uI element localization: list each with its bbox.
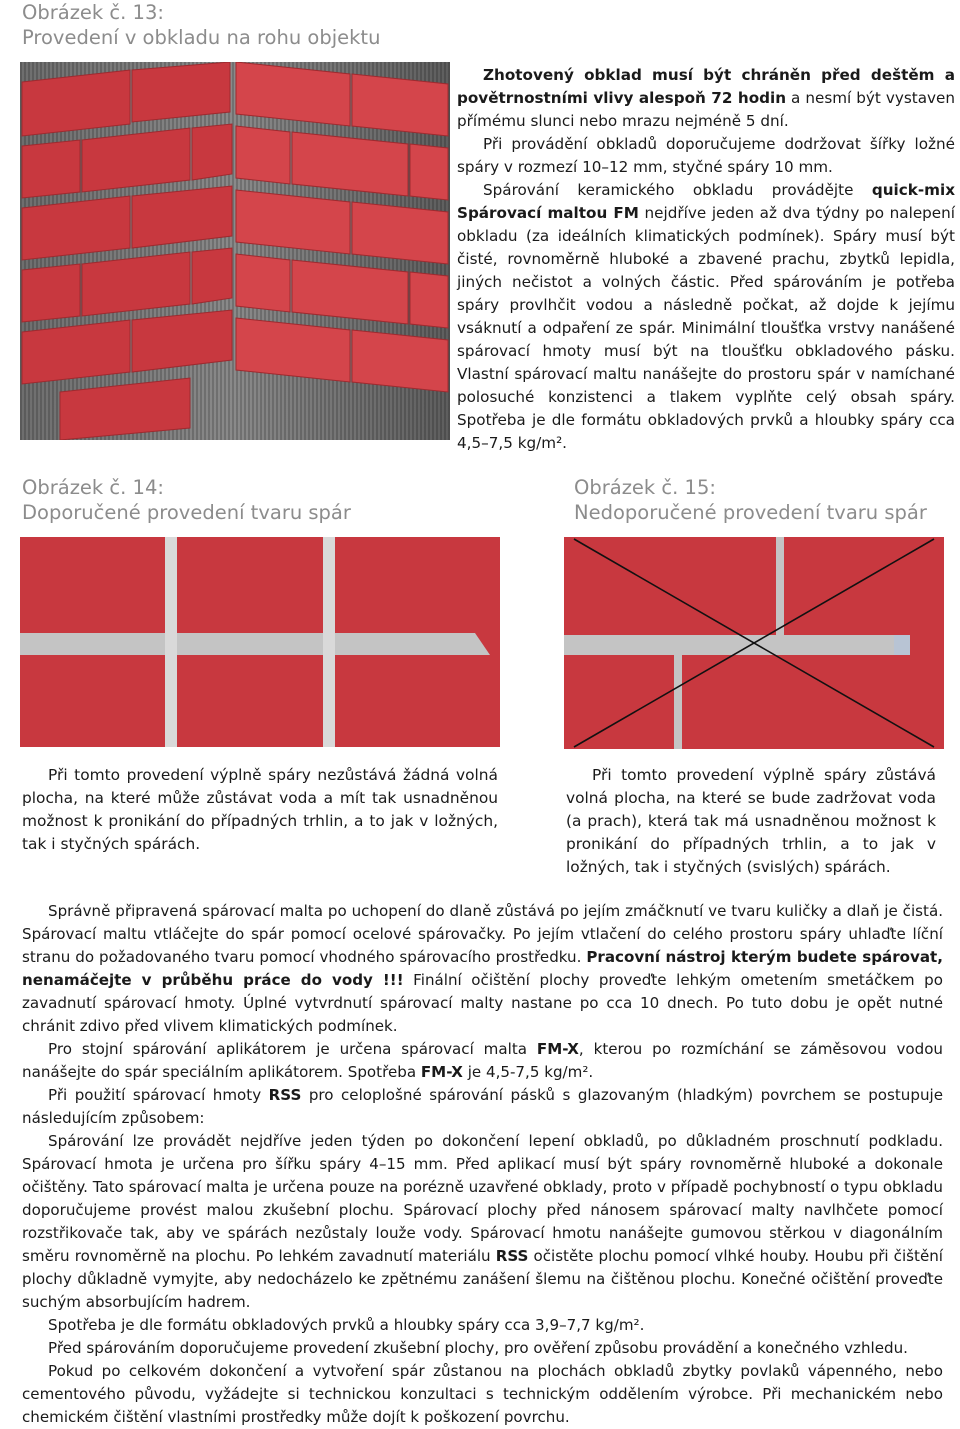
figure-14-title: Doporučené provedení tvaru spár bbox=[22, 501, 351, 524]
figure-13-caption bbox=[22, 0, 380, 50]
figure-13-image bbox=[20, 62, 450, 440]
tool-warning: Pracovní nástroj kterým budete spárovat, nenamáčejte v průběhu práce do vody !!! bbox=[22, 948, 943, 989]
protection-paragraph: Zhotovený obklad musí být chráněn před deštěm a povětrnostními vlivy alespoň 72 hodin a nesmí být vystaven přímému slunci nebo mrazu nejméně 5 dní. bbox=[457, 66, 955, 130]
figure-15-image bbox=[564, 537, 944, 749]
figure-15-description: Při tomto provedení výplně spáry zůstává volná plocha, na které se bude zadržovat voda (a prach), která tak má usnadněnou možnost k pronikání do případných trhlin, a to jak v ložných, tak i styčných (svislých) spárách. bbox=[566, 766, 936, 876]
fmx-paragraph: Pro stojní spárování aplikátorem je určena spárovací malta FM-X, kterou po rozmíchání se záměsovou vodou nanášejte do spár speciálním aplikátorem. Spotřeba FM-X je 4,5-7,5 kg/m². bbox=[22, 1040, 943, 1081]
test-area-paragraph: Před spárováním doporučujeme provedení zkušební plochy, pro ověření způsobu provádění a konečného vzhledu. bbox=[48, 1339, 908, 1357]
figure-13-title: Provedení v obkladu na rohu objektu bbox=[22, 26, 381, 49]
joint-width-paragraph: Při provádění obkladů doporučujeme dodržovat šířky ložné spáry v rozmezí 10–12 mm, styčné spáry 10 mm. bbox=[457, 135, 955, 176]
rss-intro-paragraph: Při použití spárovací hmoty RSS pro celoplošné spárování pásků s glazovaným (hladkým) povrchem se postupuje následujícím způsobem: bbox=[22, 1086, 943, 1127]
figure-15-caption bbox=[574, 475, 927, 525]
figure-14-description: Při tomto provedení výplně spáry nezůstává žádná volná plocha, na které může zůstávat voda a mít tak usnadněnou možnost k pronikání do případných trhlin, a to jak v ložných, tak i styčných spárách. bbox=[22, 766, 498, 853]
mortar-preparation-paragraph: Správně připravená spárovací malta po uchopení do dlaně zůstává po jejím zmáčknutí ve tvaru kuličky a dlaň je čistá. Spárovací maltu vtláčejte do spár pomocí ocelové spárovačky. Po jejím vtlačení do celého prostoru spáry uhlaďte líční stranu do požadovaného tvaru pomocí vhodného spárovacího prostředku. Pracovní nástroj kterým budete spárovat, nenamáčejte v průběhu práce do vody !!! Finální očištění plochy proveďte lehkým ometením smetáčkem po zavadnutí spárovací hmoty. Úplné vytvrdnutí spárovací malty nastane po cca 10 dnech. Po tuto dobu je opět nutné chránit zdivo před vlivem klimatických podmínek. bbox=[22, 902, 943, 1035]
figure-14-caption bbox=[22, 475, 351, 525]
protection-bold: Zhotovený obklad musí být chráněn před deštěm a povětrnostními vlivy alespoň 72 hodin bbox=[457, 66, 955, 107]
figure-15-label: Obrázek č. 15: bbox=[574, 476, 716, 499]
figure-14-image bbox=[20, 537, 500, 747]
rss-procedure-paragraph: Spárování lze provádět nejdříve jeden týden po dokončení lepení obkladů, po důkladném proschnutí podkladu. Spárovací hmota je určena pro šířku spáry 4–15 mm. Před aplikací musí být spáry rovnoměrně hluboké a dokonale očištěny. Tato spárovací malta je určena pouze na porézně uzavřené obklady, proto v případě pochybností o typu obkladu doporučujeme provést malou zkušební plochu. Spárovací plochy před nánosem spárovací malty navlhčete pomocí rozstřikovače tak, aby ve spárách nezůstaly louže vody. Spárovací hmotu nanášejte gumovou stěrkou v diagonálním směru rovnoměrně na plochu. Po lehkém zavadnutí materiálu RSS očistěte plochu pomocí vlhké houby. Houbu při čištění plochy důkladně vymyjte, aby nedocházelo ke zpětnému zanášení šlemu na čištěnou plochu. Konečné očištění proveďte suchým absorbujícím hadrem. bbox=[22, 1132, 943, 1311]
grouting-paragraph: Spárování keramického obkladu provádějte quick-mix Spárovací maltou FM nejdříve jeden až dva týdny po nalepení obkladu (za ideálních klimatických podmínek). Spáry musí být čisté, rovnoměrně hluboké a zbavené prachu, zbytků lepidla, jiných nečistot a volných částic. Před spárováním je potřeba spáry provlhčit vodou a následně počkat, až dojde k jejímu vsáknutí a odpaření ze spár. Minimální tloušťka vrstvy nanášené spárovací hmoty musí být na tloušťku obkladového pásku. Vlastní spárovací maltu nanášejte do prostoru spár v namíchané polosuché konzistenci a tlakem vyplňte celý obsah spáry. Spotřeba je dle formátu obkladových prvků a hloubky spáry cca 4,5–7,5 kg/m². bbox=[457, 181, 955, 452]
figure-14-label: Obrázek č. 14: bbox=[22, 476, 164, 499]
final-cleaning-paragraph: Pokud po celkovém dokončení a vytvoření spár zůstanou na plochách obkladů zbytky povlaků vápenného, nebo cementového původu, vyžádejte si technickou konzultaci s technickým oddělením výrobce. Při mechanickém nebo chemickém čištění vlastními prostředky může dojít k poškození povrchu. bbox=[22, 1362, 943, 1426]
consumption-paragraph: Spotřeba je dle formátu obkladových prvků a hloubky spáry cca 3,9–7,7 kg/m². bbox=[48, 1316, 645, 1334]
main-body-text bbox=[22, 900, 943, 1429]
figure-15-title: Nedoporučené provedení tvaru spár bbox=[574, 501, 927, 524]
right-column-text bbox=[457, 64, 955, 455]
figure-13-label: Obrázek č. 13: bbox=[22, 1, 164, 24]
